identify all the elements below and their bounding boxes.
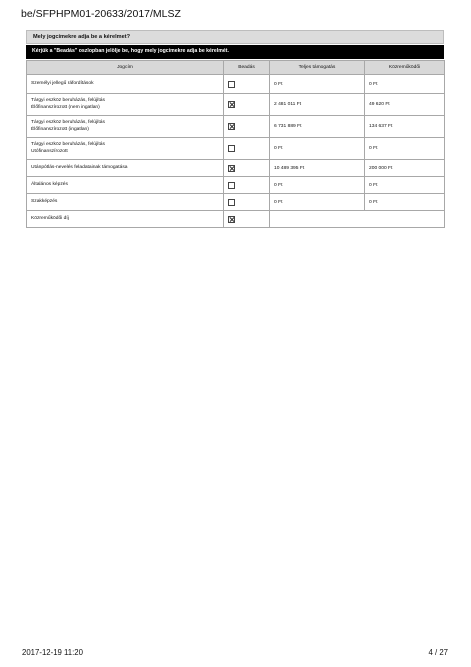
beadas-cell xyxy=(224,177,270,194)
table-row xyxy=(27,138,445,160)
col-header-kozremukodoi: Közreműködői xyxy=(365,61,445,75)
table-body xyxy=(27,75,445,228)
jogcim-cell xyxy=(27,138,224,160)
jogcim-label: Személyi jellegű ráfordítások xyxy=(31,80,94,86)
col-header-teljes-tamogatas: Teljes támogatás xyxy=(270,61,365,75)
beadas-cell xyxy=(224,94,270,116)
kozremukodoi-value: 200 000 Ft xyxy=(365,160,445,177)
page-number: 4 / 27 xyxy=(428,648,448,657)
table-row xyxy=(27,116,445,138)
teljes-tamogatas-value: 0 Ft xyxy=(270,138,365,160)
question-heading: Mely jogcímekre adja be a kérelmet? xyxy=(26,30,444,44)
beadas-cell xyxy=(224,116,270,138)
teljes-tamogatas-value: 0 Ft xyxy=(270,75,365,94)
checkbox-checked[interactable] xyxy=(228,165,235,172)
jogcim-cell xyxy=(27,75,224,94)
footer-timestamp: 2017-12-19 11:20 xyxy=(22,648,83,657)
col-header-beadas: Beadás xyxy=(224,61,270,75)
teljes-tamogatas-value: 10 489 395 Ft xyxy=(270,160,365,177)
beadas-cell xyxy=(224,194,270,211)
kozremukodoi-value: 0 Ft xyxy=(365,75,445,94)
jogcim-label: Tárgyi eszköz beruházás, felújítás xyxy=(31,142,105,148)
jogcim-label: Közreműködői díj xyxy=(31,215,69,221)
jogcim-cell xyxy=(27,94,224,116)
jogcim-label: Tárgyi eszköz beruházás, felújítás xyxy=(31,98,105,104)
kozremukodoi-value: 134 637 Ft xyxy=(365,116,445,138)
jogcim-label: Szakképzés xyxy=(31,198,58,204)
jogcim-label: Tárgyi eszköz beruházás, felújítás xyxy=(31,120,105,126)
beadas-cell xyxy=(224,75,270,94)
jogcim-label: Általános képzés xyxy=(31,181,68,187)
checkbox-unchecked[interactable] xyxy=(228,182,235,189)
beadas-cell xyxy=(224,138,270,160)
table-row xyxy=(27,94,445,116)
jogcim-label: Utófinanszírozott xyxy=(31,148,68,154)
kozremukodoi-value: 0 Ft xyxy=(365,177,445,194)
instruction-note: Kérjük a "Beadás" oszlopban jelölje be, hogy mely jogcímekre adja be kérelmét. xyxy=(26,45,444,59)
empty-amount-cell xyxy=(270,211,445,228)
col-header-jogcim: Jogcím xyxy=(27,61,224,75)
checkbox-unchecked[interactable] xyxy=(228,81,235,88)
beadas-cell xyxy=(224,160,270,177)
teljes-tamogatas-value: 0 Ft xyxy=(270,177,365,194)
jogcim-cell xyxy=(27,160,224,177)
table-row xyxy=(27,177,445,194)
jogcim-label: Élőfinanszírozott (nem ingatlan) xyxy=(31,104,100,110)
table-row xyxy=(27,194,445,211)
checkbox-unchecked[interactable] xyxy=(228,199,235,206)
kozremukodoi-value: 0 Ft xyxy=(365,138,445,160)
jogcim-label: Élőfinanszírozott (ingatlan) xyxy=(31,126,89,132)
table-row xyxy=(27,211,445,228)
table-row xyxy=(27,75,445,94)
jogcim-cell xyxy=(27,116,224,138)
document-id: be/SFPHPM01-20633/2017/MLSZ xyxy=(21,8,181,20)
grant-category-table xyxy=(26,60,445,228)
teljes-tamogatas-value: 0 Ft xyxy=(270,194,365,211)
kozremukodoi-value: 0 Ft xyxy=(365,194,445,211)
jogcim-cell xyxy=(27,211,224,228)
checkbox-unchecked[interactable] xyxy=(228,145,235,152)
checkbox-checked[interactable] xyxy=(228,101,235,108)
jogcim-cell xyxy=(27,194,224,211)
beadas-cell xyxy=(224,211,270,228)
teljes-tamogatas-value: 6 731 889 Ft xyxy=(270,116,365,138)
jogcim-cell xyxy=(27,177,224,194)
table-row xyxy=(27,160,445,177)
checkbox-checked[interactable] xyxy=(228,123,235,130)
checkbox-checked[interactable] xyxy=(228,216,235,223)
table-header-row xyxy=(27,61,445,75)
teljes-tamogatas-value: 2 481 011 Ft xyxy=(270,94,365,116)
jogcim-label: Utánpótlás-nevelés feladatainak támogatása xyxy=(31,164,128,170)
kozremukodoi-value: 49 620 Ft xyxy=(365,94,445,116)
